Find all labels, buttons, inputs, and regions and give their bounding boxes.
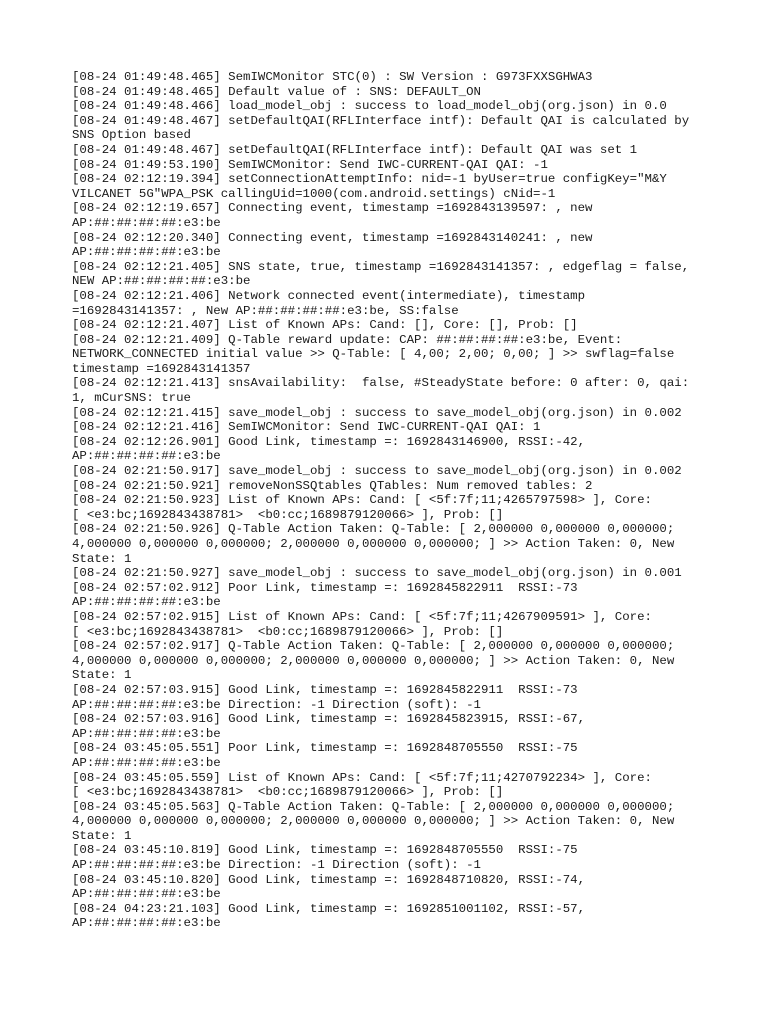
log-line: [08-24 02:12:21.406] Network connected event(intermediate), timestamp xyxy=(72,288,586,303)
log-line: 4,000000 0,000000 0,000000; 2,000000 0,000000 0,000000; ] >> Action Taken: 0, New xyxy=(72,814,675,829)
log-line: SNS Option based xyxy=(72,128,191,143)
log-line: AP:##:##:##:##:e3:be xyxy=(72,595,221,610)
log-line: [08-24 03:45:10.820] Good Link, timestamp =: 1692848710820, RSSI:-74, xyxy=(72,872,586,887)
log-line: [08-24 03:45:05.551] Poor Link, timestamp =: 1692848705550 RSSI:-75 xyxy=(72,741,578,756)
log-line: [08-24 02:12:21.416] SemIWCMonitor: Send IWC-CURRENT-QAI QAI: 1 xyxy=(72,420,541,435)
log-line: [08-24 04:23:21.103] Good Link, timestamp =: 1692851001102, RSSI:-57, xyxy=(72,901,586,916)
log-line: [08-24 02:12:26.901] Good Link, timestamp =: 1692843146900, RSSI:-42, xyxy=(72,434,586,449)
log-line: AP:##:##:##:##:e3:be xyxy=(72,916,221,931)
log-line: [08-24 02:12:21.407] List of Known APs: Cand: [], Core: [], Prob: [] xyxy=(72,318,578,333)
log-line: AP:##:##:##:##:e3:be xyxy=(72,755,221,770)
log-line: [08-24 02:12:21.413] snsAvailability: false, #SteadyState before: 0 after: 0, qai: xyxy=(72,376,690,391)
log-line: AP:##:##:##:##:e3:be xyxy=(72,215,221,230)
log-line: [08-24 02:57:03.916] Good Link, timestamp =: 1692845823915, RSSI:-67, xyxy=(72,712,586,727)
log-line: State: 1 xyxy=(72,668,132,683)
log-line: [08-24 02:57:02.915] List of Known APs: Cand: [ <5f:7f;11;4267909591> ], Core: xyxy=(72,609,652,624)
log-line: 4,000000 0,000000 0,000000; 2,000000 0,000000 0,000000; ] >> Action Taken: 0, New xyxy=(72,537,675,551)
log-line: [08-24 02:21:50.921] removeNonSSQtables QTables: Num removed tables: 2 xyxy=(72,478,593,493)
log-line: [08-24 02:12:19.394] setConnectionAttemptInfo: nid=-1 byUser=true configKey="M&Y xyxy=(72,172,667,187)
log-line: =1692843141357: , New AP:##:##:##:##:e3:be, SS:false xyxy=(72,303,459,318)
log-line: [08-24 02:12:21.405] SNS state, true, timestamp =1692843141357: , edgeflag = false, xyxy=(72,259,690,274)
log-line: NEW AP:##:##:##:##:e3:be xyxy=(72,274,251,289)
log-line: [ <e3:bc;1692843438781> <b0:cc;1689879120066> ], Prob: [] xyxy=(72,785,504,800)
log-line: [08-24 01:49:48.467] setDefaultQAI(RFLInterface intf): Default QAI is calculated by xyxy=(72,113,690,128)
log-line: [08-24 02:12:21.415] save_model_obj : success to save_model_obj(org.json) in 0.002 xyxy=(72,405,682,420)
log-document xyxy=(72,70,712,931)
log-line: AP:##:##:##:##:e3:be xyxy=(72,245,221,260)
log-line: [08-24 01:49:53.190] SemIWCMonitor: Send IWC-CURRENT-QAI QAI: -1 xyxy=(72,157,548,172)
log-line: [08-24 03:45:05.559] List of Known APs: Cand: [ <5f:7f;11;4270792234> ], Core: xyxy=(72,770,652,785)
log-line: [ <e3:bc;1692843438781> <b0:cc;1689879120066> ], Prob: [] xyxy=(72,507,504,522)
log-line: AP:##:##:##:##:e3:be Direction: -1 Direction (soft): -1 xyxy=(72,697,481,712)
log-line: [08-24 02:21:50.923] List of Known APs: Cand: [ <5f:7f;11;4265797598> ], Core: xyxy=(72,493,652,508)
log-line: 4,000000 0,000000 0,000000; 2,000000 0,000000 0,000000; ] >> Action Taken: 0, New xyxy=(72,653,675,668)
log-line: AP:##:##:##:##:e3:be xyxy=(72,887,221,902)
log-line: [08-24 01:49:48.466] load_model_obj : success to load_model_obj(org.json) in 0.0 xyxy=(72,99,667,114)
log-line: [08-24 02:57:02.912] Poor Link, timestamp =: 1692845822911 RSSI:-73 xyxy=(72,580,578,595)
log-line: [08-24 01:49:48.465] SemIWCMonitor STC(0) : SW Version : G973FXXSGHWA3 xyxy=(72,70,593,84)
log-line: [08-24 02:57:02.917] Q-Table Action Taken: Q-Table: [ 2,000000 0,000000 0,000000; xyxy=(72,639,675,654)
log-line: timestamp =1692843141357 xyxy=(72,361,251,376)
log-line: [08-24 01:49:48.465] Default value of : SNS: DEFAULT_ON xyxy=(72,84,481,99)
log-line: [08-24 03:45:05.563] Q-Table Action Taken: Q-Table: [ 2,000000 0,000000 0,000000; xyxy=(72,799,675,814)
log-line: State: 1 xyxy=(72,551,132,566)
log-line: AP:##:##:##:##:e3:be xyxy=(72,726,221,741)
log-line: [08-24 02:12:21.409] Q-Table reward update: CAP: ##:##:##:##:e3:be, Event: xyxy=(72,332,623,347)
log-line: [08-24 01:49:48.467] setDefaultQAI(RFLInterface intf): Default QAI was set 1 xyxy=(72,142,638,157)
log-line: NETWORK_CONNECTED initial value >> Q-Table: [ 4,00; 2,00; 0,00; ] >> swflag=false xyxy=(72,347,675,362)
log-line: [08-24 02:57:03.915] Good Link, timestamp =: 1692845822911 RSSI:-73 xyxy=(72,682,578,697)
log-line: VILCANET 5G"WPA_PSK callingUid=1000(com.android.settings) cNid=-1 xyxy=(72,186,556,201)
log-line: [08-24 02:12:20.340] Connecting event, timestamp =1692843140241: , new xyxy=(72,230,593,245)
log-line: State: 1 xyxy=(72,828,132,843)
log-line: [08-24 02:12:19.657] Connecting event, timestamp =1692843139597: , new xyxy=(72,201,593,216)
log-line: 1, mCurSNS: true xyxy=(72,391,191,406)
log-line: AP:##:##:##:##:e3:be xyxy=(72,449,221,464)
log-line: [08-24 02:21:50.927] save_model_obj : success to save_model_obj(org.json) in 0.001 xyxy=(72,566,682,581)
log-line: [08-24 03:45:10.819] Good Link, timestamp =: 1692848705550 RSSI:-75 xyxy=(72,843,578,858)
log-line: [08-24 02:21:50.917] save_model_obj : success to save_model_obj(org.json) in 0.002 xyxy=(72,464,682,479)
log-line: [08-24 02:21:50.926] Q-Table Action Taken: Q-Table: [ 2,000000 0,000000 0,000000; xyxy=(72,522,675,537)
log-line: [ <e3:bc;1692843438781> <b0:cc;1689879120066> ], Prob: [] xyxy=(72,624,504,639)
log-line: AP:##:##:##:##:e3:be Direction: -1 Direction (soft): -1 xyxy=(72,858,481,873)
